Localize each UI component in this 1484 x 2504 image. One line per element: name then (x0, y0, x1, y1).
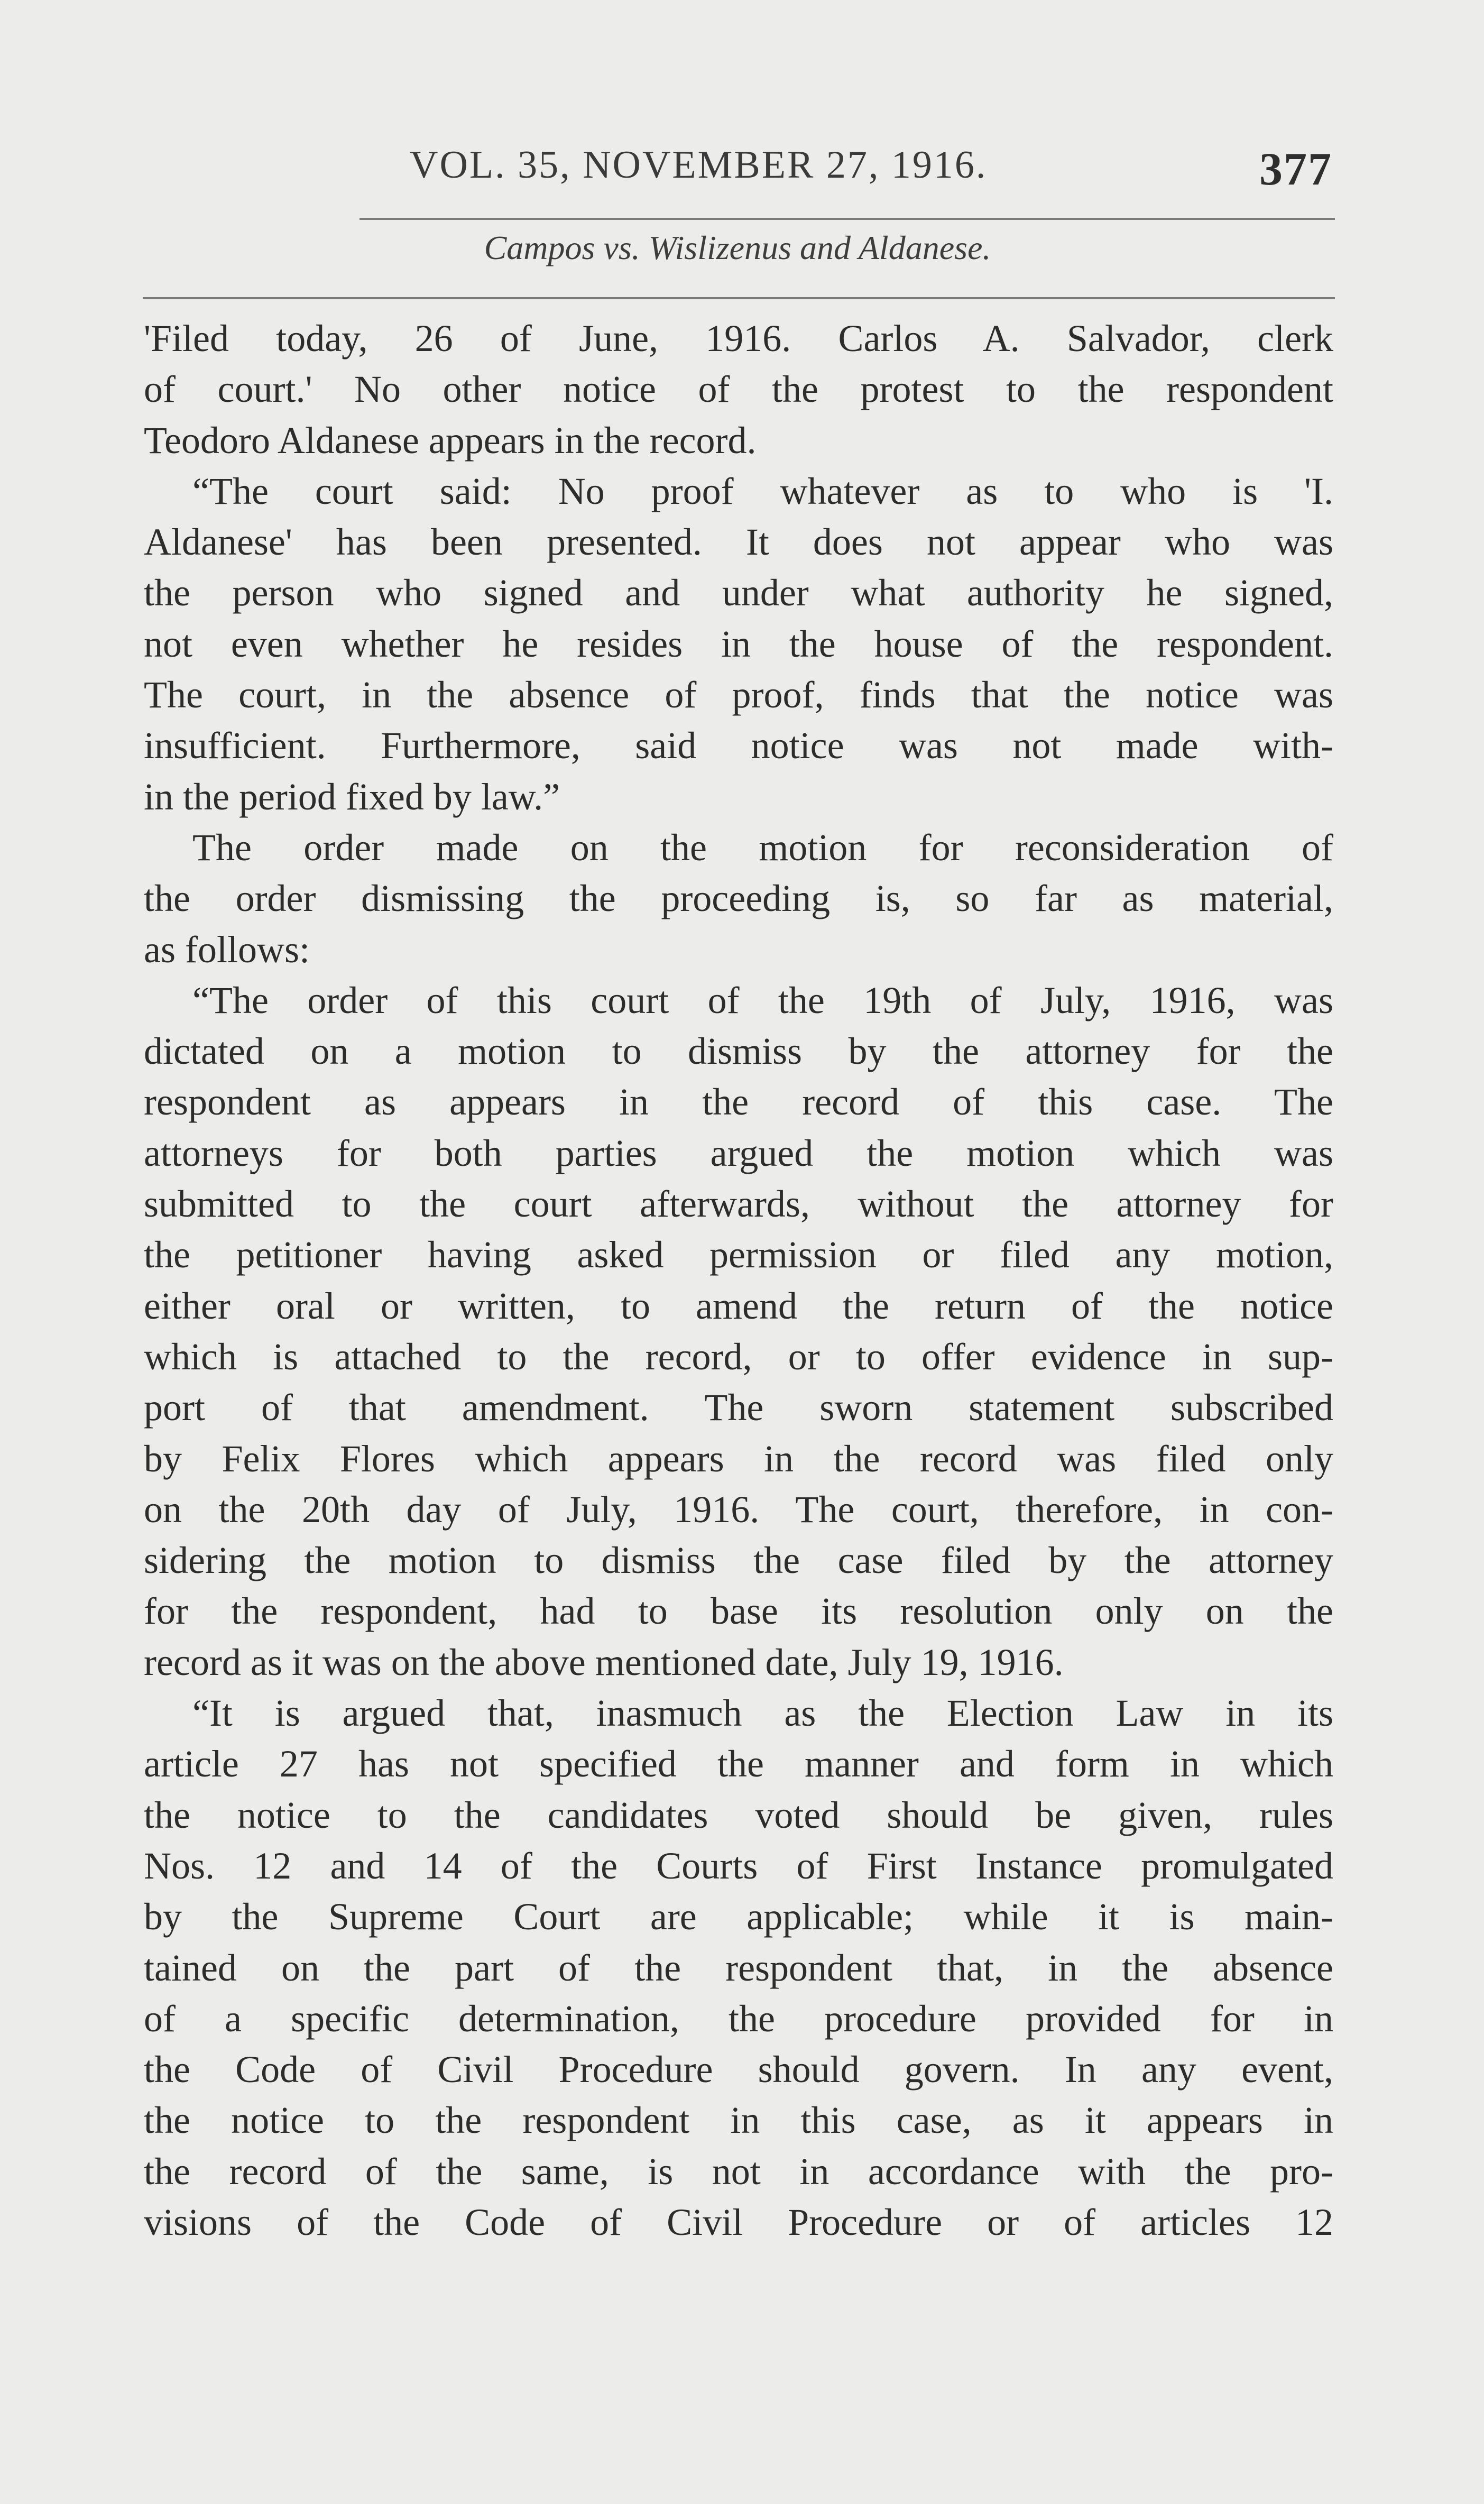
text-line: sidering the motion to dismiss the case filed by the attorney (144, 1539, 1333, 1582)
text-line: of a specific determination, the procedure provided for in (144, 1997, 1333, 2040)
text-line: attorneys for both parties argued the motion which was (144, 1131, 1333, 1174)
text-line: for the respondent, had to base its resolution only on the (144, 1590, 1333, 1633)
body-text (144, 313, 1333, 2248)
text-line: The order made on the motion for reconsideration of (192, 826, 1333, 869)
text-line: the notice to the respondent in this case, as it appears in (144, 2099, 1333, 2142)
text-line: the notice to the candidates voted should be given, rules (144, 1793, 1333, 1836)
text-line: port of that amendment. The sworn statement subscribed (144, 1386, 1333, 1429)
text-line: in the period fixed by law.” (144, 775, 560, 818)
case-title-rule (143, 297, 1335, 299)
text-line: the record of the same, is not in accordance with the pro- (144, 2150, 1333, 2193)
text-line: “It is argued that, inasmuch as the Election Law in its (192, 1692, 1333, 1735)
text-line: on the 20th day of July, 1916. The court, therefore, in con- (144, 1488, 1333, 1531)
text-line: “The order of this court of the 19th of July, 1916, was (192, 979, 1333, 1021)
text-line: by Felix Flores which appears in the record was filed only (144, 1437, 1333, 1480)
text-line: “The court said: No proof whatever as to who is 'I. (192, 470, 1333, 512)
text-line: 'Filed today, 26 of June, 1916. Carlos A. Salvador, clerk (144, 317, 1333, 360)
case-title: Campos vs. Wislizenus and Aldanese. (484, 229, 991, 266)
running-header (402, 136, 1332, 195)
text-line: article 27 has not specified the manner and form in which (144, 1743, 1333, 1785)
text-line: insufficient. Furthermore, said notice was not made with- (144, 724, 1333, 767)
header-rule (360, 218, 1335, 220)
text-line: Nos. 12 and 14 of the Courts of First Instance promulgated (144, 1844, 1333, 1887)
text-line: respondent as appears in the record of this case. The (144, 1081, 1333, 1124)
text-line: not even whether he resides in the house of the respondent. (144, 622, 1333, 665)
running-title: VOL. 35, NOVEMBER 27, 1916. (410, 143, 988, 187)
text-line: of court.' No other notice of the protest to the respondent (144, 368, 1333, 411)
text-line: dictated on a motion to dismiss by the attorney for the (144, 1030, 1333, 1073)
text-line: tained on the part of the respondent that, in the absence (144, 1946, 1333, 1989)
page-number: 377 (1259, 144, 1332, 195)
text-line: by the Supreme Court are applicable; while it is main- (144, 1895, 1333, 1938)
text-line: the order dismissing the proceeding is, so far as material, (144, 877, 1333, 920)
text-line: submitted to the court afterwards, without the attorney for (144, 1183, 1333, 1226)
text-line: The court, in the absence of proof, finds that the notice was (144, 674, 1333, 716)
text-line: Aldanese' has been presented. It does not appear who was (144, 521, 1333, 564)
text-line: the petitioner having asked permission or filed any motion, (144, 1233, 1333, 1276)
text-line: record as it was on the above mentioned date, July 19, 1916. (144, 1641, 1064, 1683)
text-line: the person who signed and under what authority he signed, (144, 572, 1333, 614)
text-line: visions of the Code of Civil Procedure or of articles 12 (144, 2201, 1333, 2243)
text-line: the Code of Civil Procedure should govern. In any event, (144, 2048, 1333, 2091)
text-line: which is attached to the record, or to offer evidence in sup- (144, 1335, 1333, 1378)
text-line: as follows: (144, 928, 310, 971)
text-line: Teodoro Aldanese appears in the record. (144, 419, 757, 462)
text-line: either oral or written, to amend the return of the notice (144, 1284, 1333, 1327)
